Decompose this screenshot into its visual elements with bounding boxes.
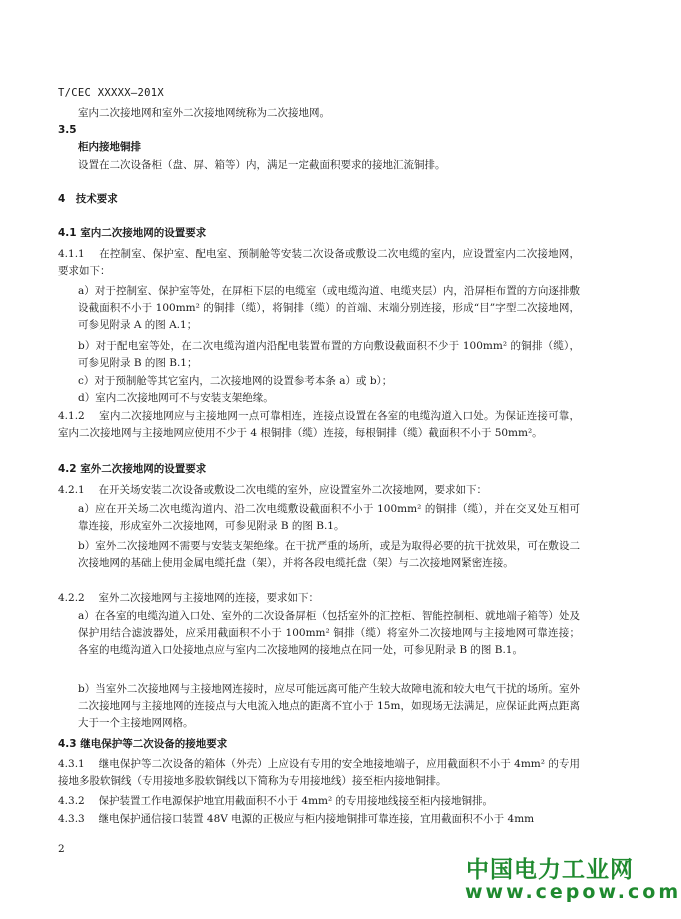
section-number-3-5: 3.5 — [58, 124, 77, 136]
section-heading-4: 4 技术要求 — [58, 193, 118, 205]
clause-4-2-2-a: a）在各室的电缆沟道入口处、室外的二次设备屏柜（包括室外的汇控柜、智能控制柜、就地端子箱等）处及保护用结合滤波器处，应采用截面积不小于 100mm² 铜排（缆）将室外二次接地网与主接地网可靠连接；各室的电缆沟道入口处接地点应与室内二次接地网的接地点在同一处，可参见附录 B 的图 B.1。 — [78, 610, 580, 656]
clause-4-2-2-b: b）当室外二次接地网与主接地网连接时，应尽可能远离可能产生较大故障电流和较大电气干扰的场所。室外二次接地网与主接地网的连接点与大电流入地点的距离不宜小于 15m，如现场无法满足，应保证此两点距离大于一个主接地网网格。 — [78, 683, 580, 729]
clause-4-3-1: 4.3.1 继电保护等二次设备的箱体（外壳）上应设有专用的安全地接地端子，应用截面积不小于 4mm² 的专用接地多股软铜线（专用接地多股软铜线以下简称为专用接地线）接至柜内接地铜排。 — [58, 758, 580, 787]
clause-4-3-2: 4.3.2 保护装置工作电源保护地宜用截面积不小于 4mm² 的专用接地线接至柜内接地铜排。 — [58, 795, 494, 807]
section-heading-4-3: 4.3 继电保护等二次设备的接地要求 — [58, 738, 228, 750]
clause-4-1-1: 4.1.1 在控制室、保护室、配电室、预制舱等安装二次设备或敷设二次电缆的室内，应设置室内二次接地网，要求如下： — [58, 248, 580, 277]
paragraph-3-5: 设置在二次设备柜（盘、屏、箱等）内，满足一定截面积要求的接地汇流铜排。 — [78, 159, 446, 171]
section-heading-4-1: 4.1 室内二次接地网的设置要求 — [58, 227, 207, 239]
page-number: 2 — [58, 843, 65, 855]
clause-4-2-2: 4.2.2 室外二次接地网与主接地网的连接，要求如下： — [58, 592, 320, 604]
clause-4-2-1-b: b）室外二次接地网不需要与安装支架绝缘。在干扰严重的场所，或是为取得必要的抗干扰效果，可在敷设二次接地网的基础上使用金属电缆托盘（架），并将各段电缆托盘（架）与二次接地网紧密连接。 — [78, 540, 580, 569]
clause-4-1-1-c: c）对于预制舱等其它室内，二次接地网的设置参考本条 a）或 b）； — [78, 375, 393, 387]
watermark-site-name: 中国电力工业网 — [466, 857, 634, 883]
watermark-site-url: www.cepow.com — [465, 881, 681, 903]
clause-4-1-1-a: a）对于控制室、保护室等处，在屏柜下层的电缆室（或电缆沟道、电缆夹层）内，沿屏柜布置的方向逐排敷设截面积不小于 100mm² 的铜排（缆），将铜排（缆）的首端、末端分别连接，形成“目”字型二次接地网，可参见附录 A 的图 A.1； — [78, 285, 580, 331]
section-heading-4-2: 4.2 室外二次接地网的设置要求 — [58, 463, 207, 475]
clause-4-1-1-d: d）室内二次接地网可不与安装支架绝缘。 — [78, 392, 274, 404]
section-title-3-5: 柜内接地铜排 — [78, 141, 141, 153]
clause-4-1-2: 4.1.2 室内二次接地网应与主接地网一点可靠相连，连接点设置在各室的电缆沟道入口处。为保证连接可靠，室内二次接地网与主接地网应使用不少于 4 根铜排（缆）连接，每根铜排（缆）截面积不小于 50mm²。 — [58, 410, 580, 439]
clause-4-2-1: 4.2.1 在开关场安装二次设备或敷设二次电缆的室外，应设置室外二次接地网，要求如下： — [58, 484, 488, 496]
paragraph-secondary-grid-definition: 室内二次接地网和室外二次接地网统称为二次接地网。 — [78, 107, 330, 119]
document-code: T/CEC XXXXX—201X — [58, 87, 164, 99]
clause-4-3-3: 4.3.3 继电保护通信接口装置 48V 电源的正极应与柜内接地铜排可靠连接，宜用截面积不小于 4mm — [58, 813, 535, 825]
clause-4-2-1-a: a）应在开关场二次电缆沟道内、沿二次电缆敷设截面积不小于 100mm² 的铜排（缆），并在交叉处互相可靠连接，形成室外二次接地网，可参见附录 B 的图 B.1。 — [78, 503, 580, 532]
clause-4-1-1-b: b）对于配电室等处，在二次电缆沟道内沿配电装置布置的方向敷设截面积不少于 100mm² 的铜排（缆），可参见附录 B 的图 B.1； — [78, 340, 580, 369]
